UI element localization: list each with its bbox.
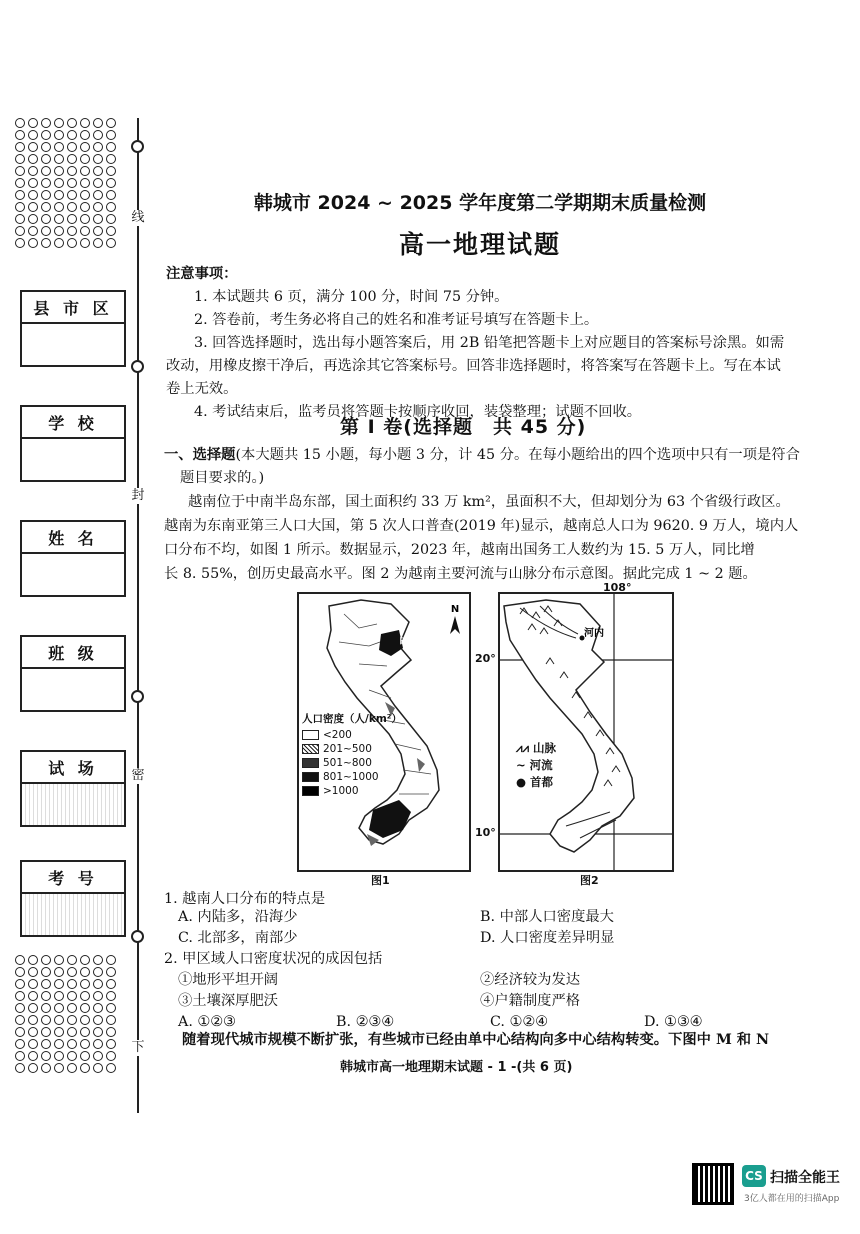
bubble <box>41 1027 51 1037</box>
bubble <box>106 190 116 200</box>
figure-1-legend <box>302 712 402 798</box>
bubble <box>67 979 77 989</box>
page-footer: 韩城市高一地理期末试题 - 1 -(共 6 页) <box>340 1060 573 1075</box>
legend-item-2: 201~500 <box>302 742 402 756</box>
binding-char-feng: 封 <box>131 488 145 503</box>
bubble <box>54 130 64 140</box>
bubble <box>41 226 51 236</box>
bubble <box>41 130 51 140</box>
bubble <box>80 1039 90 1049</box>
part-desc-2: 题目要求的。) <box>180 470 265 486</box>
bubble <box>106 1039 116 1049</box>
bubble <box>80 214 90 224</box>
bubble <box>41 979 51 989</box>
north-arrow-label: N <box>450 604 460 615</box>
bubble <box>93 178 103 188</box>
binding-char-xia: 下 <box>131 1040 145 1055</box>
bubble <box>67 955 77 965</box>
bubble <box>67 214 77 224</box>
bubble <box>93 226 103 236</box>
next-passage: 随着现代城市规模不断扩张，有些城市已经由单中心结构向多中心结构转变。下图中 M 和 N <box>182 1032 770 1048</box>
bubble <box>41 967 51 977</box>
capital-icon: ● <box>516 775 531 789</box>
bubble <box>15 142 25 152</box>
bubble-grid-bottom <box>15 955 123 1073</box>
name-box[interactable] <box>20 520 126 597</box>
figure-1-caption: 图1 <box>371 874 390 887</box>
bubble <box>54 1027 64 1037</box>
bubble <box>15 979 25 989</box>
bubble <box>80 1027 90 1037</box>
bubble <box>93 130 103 140</box>
exam-room-field[interactable] <box>22 784 124 825</box>
legend-item-1: <200 <box>302 728 402 742</box>
bubble <box>106 214 116 224</box>
bubble <box>54 1039 64 1049</box>
bubble <box>15 130 25 140</box>
bubble <box>106 178 116 188</box>
bubble <box>54 166 64 176</box>
notice-heading: 注意事项： <box>166 266 238 282</box>
bubble <box>28 166 38 176</box>
bubble <box>41 1039 51 1049</box>
bubble <box>41 1003 51 1013</box>
bubble <box>28 130 38 140</box>
bubble <box>54 979 64 989</box>
bubble <box>15 1063 25 1073</box>
bubble <box>15 202 25 212</box>
bubble <box>67 967 77 977</box>
q1-option-a: A. 内陆多，沿海少 <box>178 909 298 925</box>
bubble <box>15 1051 25 1061</box>
scanner-tagline: 3亿人都在用的扫描App <box>744 1194 840 1204</box>
bubble <box>54 190 64 200</box>
bubble <box>80 1015 90 1025</box>
north-arrow-icon <box>450 616 460 634</box>
bubble <box>54 178 64 188</box>
bubble <box>67 154 77 164</box>
bubble <box>28 967 38 977</box>
lat-10-label: 10° <box>475 826 496 839</box>
bubble <box>41 214 51 224</box>
exam-number-field[interactable] <box>22 894 124 935</box>
bubble <box>28 202 38 212</box>
passage-line-3: 口分布不均，如图 1 所示。数据显示，2023 年，越南出国务工人数约为 15. 5 万人，同比增 <box>164 542 755 558</box>
school-label: 学 校 <box>22 407 124 439</box>
bubble <box>93 979 103 989</box>
q1-option-d: D. 人口密度差异明显 <box>480 930 615 946</box>
bubble <box>67 202 77 212</box>
bubble <box>93 142 103 152</box>
name-label: 姓 名 <box>22 522 124 554</box>
bubble <box>28 1027 38 1037</box>
bubble <box>54 1015 64 1025</box>
bubble <box>80 190 90 200</box>
bubble <box>67 1063 77 1073</box>
river-icon: ∼ <box>516 758 530 772</box>
bubble <box>54 991 64 1001</box>
bubble <box>54 202 64 212</box>
bubble <box>106 979 116 989</box>
bubble <box>67 166 77 176</box>
subject-title: 高一地理试题 <box>398 230 561 259</box>
binding-circle <box>131 690 144 703</box>
notice-item-2: 2. 答卷前，考生务必将自己的姓名和准考证号填写在答题卡上。 <box>194 312 599 328</box>
bubble <box>93 154 103 164</box>
bubble <box>15 1015 25 1025</box>
bubble <box>106 226 116 236</box>
bubble <box>54 214 64 224</box>
cs-logo: CS <box>742 1165 766 1187</box>
bubble <box>15 238 25 248</box>
bubble <box>41 1015 51 1025</box>
lat-20-label: 20° <box>475 652 496 665</box>
binding-circle <box>131 140 144 153</box>
bubble <box>93 1027 103 1037</box>
part-instructions <box>164 444 814 467</box>
legend-river: ∼ 河流 <box>516 758 553 772</box>
bubble <box>93 1003 103 1013</box>
class-box[interactable] <box>20 635 126 712</box>
mountain-icon: ⩘⩘ <box>516 741 533 755</box>
passage-line-2: 越南为东南亚第三人口大国，第 5 次人口普查(2019 年)显示，越南总人口为 9620. 9 万人，境内人 <box>164 518 799 534</box>
vietnam-rivers-mountains-map <box>500 594 672 870</box>
exam-number-box[interactable] <box>20 860 126 937</box>
bubble <box>106 130 116 140</box>
bubble <box>67 1015 77 1025</box>
bubble <box>28 226 38 236</box>
qr-code-icon <box>692 1163 734 1205</box>
bubble <box>106 202 116 212</box>
bubble <box>106 1003 116 1013</box>
bubble <box>106 166 116 176</box>
bubble <box>28 154 38 164</box>
bubble <box>80 979 90 989</box>
bubble <box>93 214 103 224</box>
bubble <box>80 238 90 248</box>
bubble <box>106 1015 116 1025</box>
bubble <box>67 1027 77 1037</box>
bubble <box>28 1051 38 1061</box>
bubble <box>67 142 77 152</box>
bubble <box>80 130 90 140</box>
bubble <box>67 118 77 128</box>
passage-line-1: 越南位于中南半岛东部，国土面积约 33 万 km²，虽面积不大，但却划分为 63 个省级行政区。 <box>188 494 790 510</box>
bubble <box>67 130 77 140</box>
mekong-delta-dense <box>369 800 411 838</box>
bubble <box>80 154 90 164</box>
bubble <box>106 118 116 128</box>
bubble <box>106 1063 116 1073</box>
part-desc-1: (本大题共 15 小题，每小题 3 分，计 45 分。在每小题给出的四个选项中只有一项是符合 <box>235 447 800 463</box>
bubble <box>15 226 25 236</box>
bubble <box>41 955 51 965</box>
notice-item-3: 3. 回答选择题时，选出每小题答案后，用 2B 铅笔把答题卡上对应题目的答案标号涂黑。如需 <box>194 335 785 351</box>
figure-2-legend <box>516 740 556 791</box>
bubble <box>41 178 51 188</box>
q2-option-c: C. ①②④ <box>490 1014 548 1030</box>
notice-item-1: 1. 本试题共 6 页，满分 100 分，时间 75 分钟。 <box>194 289 509 305</box>
bubble <box>67 991 77 1001</box>
bubble <box>80 955 90 965</box>
bubble <box>106 1027 116 1037</box>
bubble <box>93 190 103 200</box>
bubble <box>67 1039 77 1049</box>
q2-statement-3: ③土壤深厚肥沃 <box>178 993 279 1009</box>
legend-capital: ● 首都 <box>516 775 554 789</box>
bubble <box>67 1003 77 1013</box>
binding-char-mi: 密 <box>131 768 145 783</box>
bubble <box>41 1063 51 1073</box>
bubble <box>80 178 90 188</box>
class-label: 班 级 <box>22 637 124 669</box>
bubble <box>28 1063 38 1073</box>
bubble <box>54 118 64 128</box>
bubble <box>28 190 38 200</box>
q2-statement-4: ④户籍制度严格 <box>480 993 581 1009</box>
bubble <box>67 226 77 236</box>
bubble-grid-top <box>15 118 123 248</box>
bubble <box>106 142 116 152</box>
bubble <box>54 1063 64 1073</box>
city-hanoi: 河内 <box>584 628 604 639</box>
q2-option-d: D. ①③④ <box>644 1014 703 1030</box>
bubble <box>15 154 25 164</box>
bubble <box>28 118 38 128</box>
lon-108-label: 108° <box>603 581 632 594</box>
bubble <box>80 1063 90 1073</box>
bubble <box>54 1003 64 1013</box>
exam-room-box[interactable] <box>20 750 126 827</box>
bubble <box>93 955 103 965</box>
bubble <box>28 979 38 989</box>
bubble <box>15 967 25 977</box>
bubble <box>41 1051 51 1061</box>
notice-item-3-cont: 改动，用橡皮擦干净后，再选涂其它答案标号。回答非选择题时，将答案写在答题卡上。写在本试 <box>166 358 781 374</box>
q2-stem: 2. 甲区域人口密度状况的成因包括 <box>164 951 383 967</box>
bubble <box>93 1015 103 1025</box>
q2-statement-1: ①地形平坦开阔 <box>178 972 279 988</box>
bubble <box>80 1003 90 1013</box>
bubble <box>28 214 38 224</box>
bubble <box>80 967 90 977</box>
bubble <box>41 202 51 212</box>
bubble <box>67 178 77 188</box>
legend-title: 人口密度（人/km²） <box>302 713 402 725</box>
bubble <box>54 1051 64 1061</box>
bubble <box>93 202 103 212</box>
bubble <box>41 154 51 164</box>
figure-2-frame <box>498 592 674 872</box>
passage-line-4: 长 8. 55%，创历史最高水平。图 2 为越南主要河流与山脉分布示意图。据此完成 1 ~ 2 题。 <box>164 566 757 582</box>
bubble <box>106 955 116 965</box>
bubble <box>28 178 38 188</box>
bubble <box>93 166 103 176</box>
legend-mountain: ⩘⩘ 山脉 <box>516 741 556 755</box>
bubble <box>106 238 116 248</box>
bubble <box>28 142 38 152</box>
bubble <box>93 1051 103 1061</box>
q1-option-c: C. 北部多，南部少 <box>178 930 298 946</box>
bubble <box>15 1003 25 1013</box>
bubble <box>93 238 103 248</box>
bubble <box>15 178 25 188</box>
legend-item-5: >1000 <box>302 784 402 798</box>
bubble <box>15 1039 25 1049</box>
legend-item-3: 501~800 <box>302 756 402 770</box>
bubble <box>80 142 90 152</box>
bubble <box>67 190 77 200</box>
bubble <box>93 118 103 128</box>
bubble <box>28 1039 38 1049</box>
bubble <box>106 967 116 977</box>
bubble <box>15 118 25 128</box>
bubble <box>54 955 64 965</box>
bubble <box>80 1051 90 1061</box>
bubble <box>54 967 64 977</box>
bubble <box>106 154 116 164</box>
bubble <box>54 142 64 152</box>
q1-option-b: B. 中部人口密度最大 <box>480 909 614 925</box>
bubble <box>54 238 64 248</box>
bubble <box>67 1051 77 1061</box>
binding-char-xian: 线 <box>131 210 145 225</box>
county-label: 县 市 区 <box>22 292 124 324</box>
binding-line <box>137 118 139 1113</box>
bubble <box>41 991 51 1001</box>
notice-item-4: 4. 考试结束后，监考员将答题卡按顺序收回，装袋整理；试题不回收。 <box>194 404 642 420</box>
bubble <box>80 166 90 176</box>
exam-title: 韩城市 2024 ~ 2025 学年度第二学期期末质量检测 <box>253 192 707 214</box>
bubble <box>41 190 51 200</box>
bubble <box>80 226 90 236</box>
bubble <box>28 238 38 248</box>
exam-number-label: 考 号 <box>22 862 124 894</box>
bubble <box>15 955 25 965</box>
bubble <box>54 154 64 164</box>
section-title: 第 I 卷(选择题 共 45 分) <box>340 416 587 438</box>
binding-circle <box>131 930 144 943</box>
bubble <box>41 238 51 248</box>
bubble <box>93 967 103 977</box>
bubble <box>15 190 25 200</box>
bubble <box>67 238 77 248</box>
figure-2-caption: 图2 <box>580 874 599 887</box>
q2-option-b: B. ②③④ <box>336 1014 395 1030</box>
bubble <box>41 118 51 128</box>
bubble <box>15 166 25 176</box>
bubble <box>106 1051 116 1061</box>
bubble <box>15 991 25 1001</box>
bubble <box>93 1039 103 1049</box>
q1-stem: 1. 越南人口分布的特点是 <box>164 891 326 907</box>
exam-room-label: 试 场 <box>22 752 124 784</box>
q2-option-a: A. ①②③ <box>178 1014 236 1030</box>
bubble <box>15 214 25 224</box>
q2-statement-2: ②经济较为发达 <box>480 972 581 988</box>
county-box[interactable] <box>20 290 126 367</box>
bubble <box>93 991 103 1001</box>
bubble <box>106 991 116 1001</box>
part-label: 一、选择题 <box>164 447 236 463</box>
bubble <box>28 955 38 965</box>
bubble <box>93 1063 103 1073</box>
bubble <box>41 166 51 176</box>
legend-item-4: 801~1000 <box>302 770 402 784</box>
bubble <box>41 142 51 152</box>
scanner-name: 扫描全能王 <box>770 1170 840 1186</box>
bubble <box>28 991 38 1001</box>
bubble <box>80 118 90 128</box>
bubble <box>28 1015 38 1025</box>
binding-circle <box>131 360 144 373</box>
bubble <box>54 226 64 236</box>
bubble <box>28 1003 38 1013</box>
marker-jia: 甲 <box>399 636 410 649</box>
bubble <box>80 991 90 1001</box>
bubble <box>80 202 90 212</box>
school-box[interactable] <box>20 405 126 482</box>
bubble <box>15 1027 25 1037</box>
notice-item-3-end: 卷上无效。 <box>166 381 238 397</box>
